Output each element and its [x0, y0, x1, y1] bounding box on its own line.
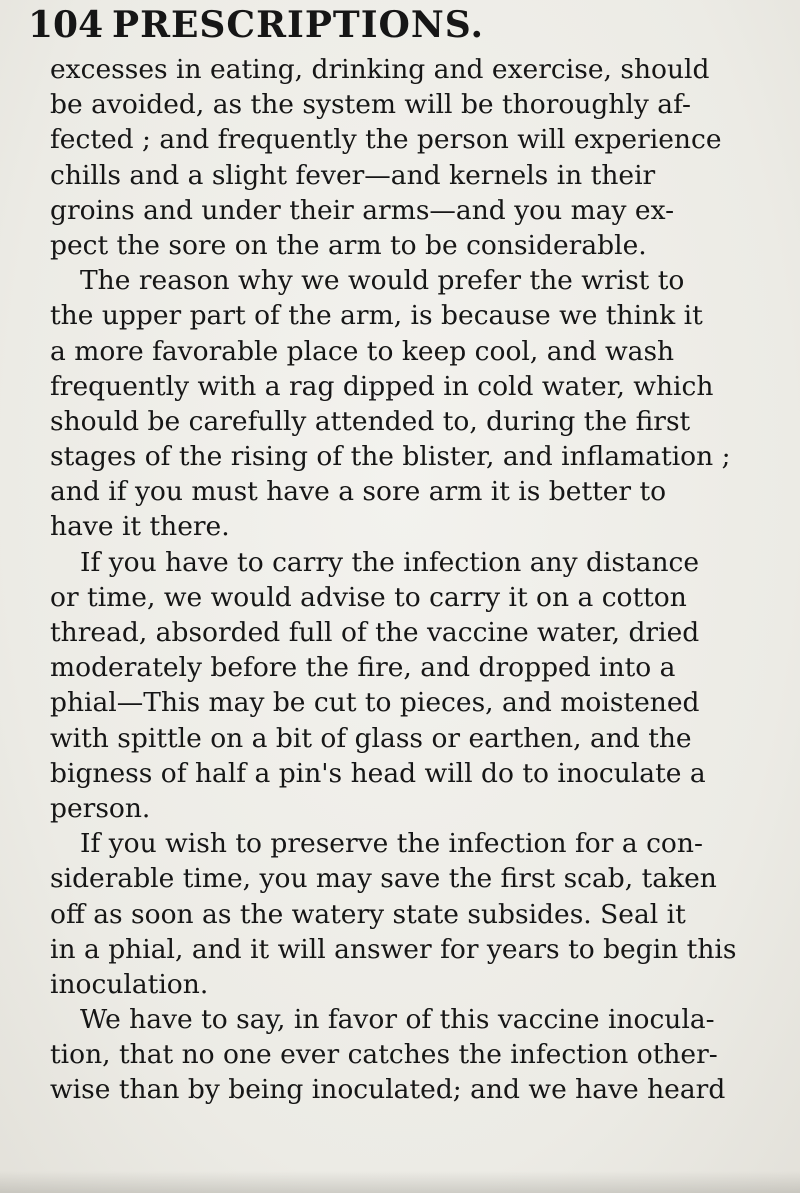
text-line: siderable time, you may save the first scab, taken	[50, 863, 717, 895]
text-line: If you have to carry the infection any distance	[80, 546, 700, 578]
text-line: wise than by being inoculated; and we have heard	[50, 1074, 726, 1106]
text-line: should be carefully attended to, during the first	[50, 405, 691, 437]
text-line: stages of the rising of the blister, and inflamation ;	[50, 441, 731, 473]
text-line: If you wish to preserve the infection for a con-	[80, 828, 703, 860]
text-line: chills and a slight fever—and kernels in their	[50, 159, 656, 191]
text-line: off as soon as the watery state subsides. Seal it	[50, 898, 686, 930]
text-line: have it there.	[50, 511, 230, 543]
text-line: thread, absorded full of the vaccine water, dried	[50, 617, 700, 648]
text-line: pect the sore on the arm to be considerable.	[50, 229, 647, 261]
text-line: the upper part of the arm, is because we think it	[50, 300, 703, 332]
running-head: PRESCRIPTIONS.	[112, 4, 485, 46]
text-line: excesses in eating, drinking and exercise, should	[50, 54, 710, 85]
text-line: inoculation.	[50, 968, 209, 1000]
text-line: frequently with a rag dipped in cold water, which	[50, 370, 714, 402]
text-line: be avoided, as the system will be thoroughly af-	[50, 89, 691, 121]
text-line: moderately before the fire, and dropped into a	[50, 652, 676, 684]
text-line: fected ; and frequently the person will experience	[50, 124, 722, 156]
text-line: person.	[50, 792, 151, 824]
page-header	[28, 4, 788, 46]
text-line: phial—This may be cut to pieces, and moistened	[50, 687, 700, 719]
text-line: We have to say, in favor of this vaccine inocula-	[80, 1004, 715, 1036]
text-line: groins and under their arms—and you may ex-	[50, 194, 675, 226]
text-line: bigness of half a pin's head will do to inoculate a	[50, 757, 706, 789]
page-number: 104	[28, 4, 104, 46]
text-line: with spittle on a bit of glass or earthen, and the	[50, 722, 692, 754]
text-line: a more favorable place to keep cool, and wash	[50, 335, 675, 367]
text-line: in a phial, and it will answer for years to begin this	[50, 933, 737, 965]
text-line: or time, we would advise to carry it on a cotton	[50, 581, 687, 613]
body-text	[50, 52, 790, 1108]
text-line: The reason why we would prefer the wrist to	[80, 265, 685, 297]
text-line: and if you must have a sore arm it is better to	[50, 476, 667, 508]
text-line: tion, that no one ever catches the infection other-	[50, 1039, 718, 1071]
page-bottom-shadow	[0, 1171, 800, 1193]
